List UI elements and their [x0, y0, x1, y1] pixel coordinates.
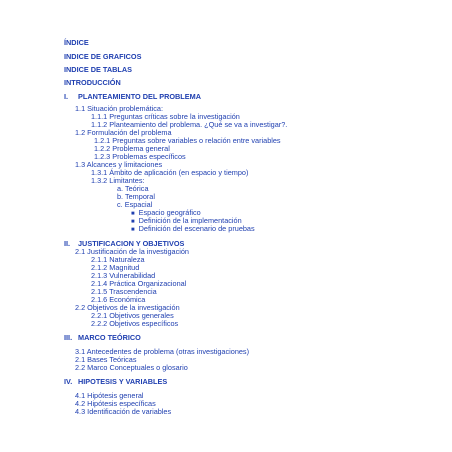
toc-section-4[interactable] — [64, 377, 167, 386]
toc-indice[interactable]: ÍNDICE — [64, 38, 89, 47]
toc-item-4-2[interactable]: 4.2 Hipótesis específicas — [75, 399, 156, 408]
section-number: I. — [64, 92, 69, 101]
toc-bullet-label: Espacio geográfico — [138, 208, 201, 217]
toc-item-2-1-bases[interactable]: 2.1 Bases Teóricas — [75, 355, 137, 364]
section-title: MARCO TEÓRICO — [78, 333, 141, 342]
toc-item-4-1[interactable]: 4.1 Hipótesis general — [75, 391, 144, 400]
toc-item-2-1-4[interactable]: 2.1.4 Práctica Organizacional — [91, 279, 187, 288]
toc-item-2-1-6[interactable]: 2.1.6 Económica — [91, 295, 146, 304]
toc-section-3[interactable] — [64, 333, 141, 342]
square-bullet-icon: ■ — [131, 211, 135, 217]
toc-item-2-1[interactable]: 2.1 Justificación de la investigación — [75, 247, 189, 256]
section-number: IV. — [64, 377, 73, 386]
toc-item-2-2-1[interactable]: 2.2.1 Objetivos generales — [91, 311, 174, 320]
toc-item-2-2[interactable]: 2.2 Objetivos de la investigación — [75, 303, 180, 312]
toc-bullet-label: Definición de la implementación — [138, 216, 242, 225]
toc-bullet-label: Definición del escenario de pruebas — [138, 224, 255, 233]
toc-item-1-3-2[interactable]: 1.3.2 Limitantes: — [91, 176, 145, 185]
toc-item-1-2-3[interactable]: 1.2.3 Problemas específicos — [94, 152, 186, 161]
toc-item-2-2-2[interactable]: 2.2.2 Objetivos específicos — [91, 319, 179, 328]
toc-indice-graficos[interactable]: INDICE DE GRAFICOS — [64, 52, 142, 61]
toc-item-b[interactable]: b. Temporal — [117, 192, 155, 201]
section-title: PLANTEAMIENTO DEL PROBLEMA — [78, 92, 201, 101]
toc-item-1-2-2[interactable]: 1.2.2 Problema general — [94, 144, 170, 153]
section-number: II. — [64, 239, 71, 248]
toc-bullet-item[interactable] — [131, 224, 255, 235]
toc-item-2-1-5[interactable]: 2.1.5 Trascendencia — [91, 287, 157, 296]
square-bullet-icon: ■ — [131, 219, 135, 225]
section-number: III. — [64, 333, 73, 342]
section-title: HIPOTESIS Y VARIABLES — [78, 377, 168, 386]
toc-item-1-1-1[interactable]: 1.1.1 Preguntas críticas sobre la investigación — [91, 112, 240, 121]
toc-indice-tablas[interactable]: INDICE DE TABLAS — [64, 65, 132, 74]
toc-item-1-1-2[interactable]: 1.1.2 Planteamiento del problema. ¿Qué se va a investigar?. — [91, 120, 288, 129]
toc-item-1-2-1[interactable]: 1.2.1 Preguntas sobre variables o relación entre variables — [94, 136, 281, 145]
toc-item-c[interactable]: c. Espacial — [117, 200, 153, 209]
toc-item-2-1-2[interactable]: 2.1.2 Magnitud — [91, 263, 140, 272]
toc-item-1-3[interactable]: 1.3 Alcances y limitaciones — [75, 160, 163, 169]
toc-section-1[interactable] — [64, 92, 201, 101]
toc-item-3-1[interactable]: 3.1 Antecedentes de problema (otras investigaciones) — [75, 347, 250, 356]
toc-item-4-3[interactable]: 4.3 Identificación de variables — [75, 407, 172, 416]
section-title: JUSTIFICACION Y OBJETIVOS — [78, 239, 185, 248]
toc-item-1-1[interactable]: 1.1 Situación problemática: — [75, 104, 164, 113]
toc-introduccion[interactable]: INTRODUCCIÓN — [64, 78, 121, 87]
toc-item-a[interactable]: a. Teórica — [117, 184, 149, 193]
toc-item-1-2[interactable]: 1.2 Formulación del problema — [75, 128, 172, 137]
square-bullet-icon: ■ — [131, 227, 135, 233]
toc-item-2-1-3[interactable]: 2.1.3 Vulnerabilidad — [91, 271, 156, 280]
toc-item-2-2-marco[interactable]: 2.2 Marco Conceptuales o glosario — [75, 363, 188, 372]
toc-item-2-1-1[interactable]: 2.1.1 Naturaleza — [91, 255, 145, 264]
toc-item-1-3-1[interactable]: 1.3.1 Ámbito de aplicación (en espacio y tiempo) — [91, 168, 249, 177]
